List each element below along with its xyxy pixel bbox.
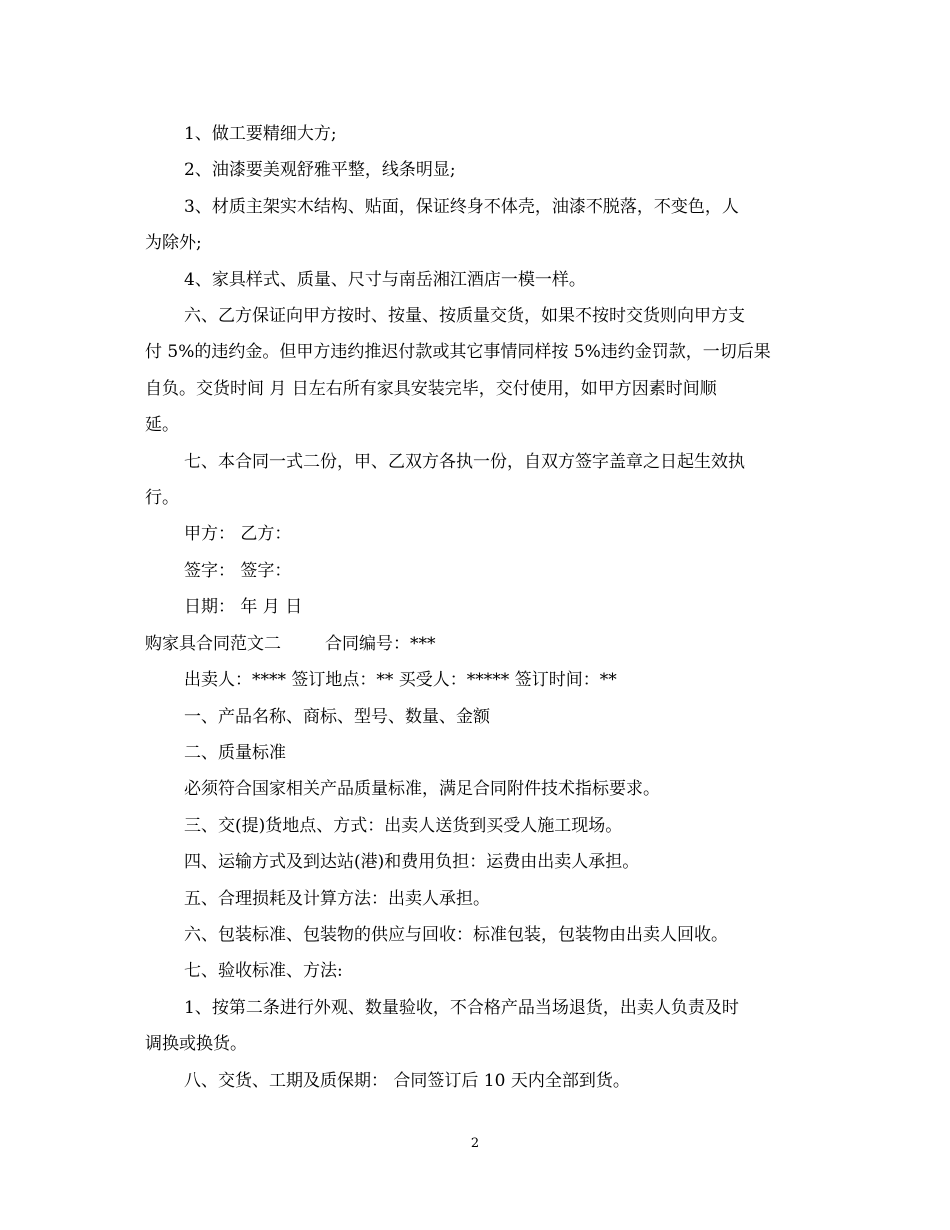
page-number: 2: [470, 1136, 480, 1151]
contract-two-title: 购家具合同范文二: [145, 633, 281, 654]
date-label: 日期： 年 月 日: [184, 597, 303, 618]
contract-number: 合同编号：***: [325, 633, 436, 654]
section-packaging: 六、包装标准、包装物的供应与回收：标准包装，包装物由出卖人回收。: [184, 924, 728, 945]
document-body: [0, 116, 950, 1099]
signature-labels: 签字： 签字：: [184, 560, 292, 581]
clause-workmanship: 1、做工要精细大方;: [184, 124, 337, 144]
section-quality: 二、质量标准: [184, 742, 286, 763]
clause-paint: 2、油漆要美观舒雅平整，线条明显;: [184, 160, 456, 181]
clause-six-line4: 延。: [145, 415, 179, 436]
party-labels: 甲方： 乙方：: [184, 524, 292, 545]
section-transport: 四、运输方式及到达站(港)和费用负担：运费由出卖人承担。: [184, 852, 640, 873]
clause-material-line2: 为除外;: [145, 233, 202, 254]
acceptance-item1-line1: 1、按第二条进行外观、数量验收，不合格产品当场退货，出卖人负责及时: [184, 997, 739, 1018]
section-loss: 五、合理损耗及计算方法：出卖人承担。: [184, 888, 490, 909]
acceptance-item1-line2: 调换或换货。: [145, 1034, 247, 1055]
clause-material-line1: 3、材质主架实木结构、贴面，保证终身不体壳，油漆不脱落，不变色，人: [184, 196, 739, 217]
quality-text: 必须符合国家相关产品质量标准，满足合同附件技术指标要求。: [184, 779, 660, 800]
clause-six-line2: 付 5%的违约金。但甲方违约推迟付款或其它事情同样按 5%违约金罚款，一切后果: [145, 342, 771, 363]
section-schedule: 八、交货、工期及质保期： 合同签订后 10 天内全部到货。: [184, 1070, 630, 1091]
clause-seven-line2: 行。: [145, 488, 179, 509]
clause-seven-line1: 七、本合同一式二份，甲、乙双方各执一份，自双方签字盖章之日起生效执: [184, 451, 745, 472]
clause-six-line3: 自负。交货时间 月 日左右所有家具安装完毕，交付使用，如甲方因素时间顺: [145, 378, 717, 399]
section-product: 一、产品名称、商标、型号、数量、金额: [184, 706, 490, 727]
section-delivery: 三、交(提)货地点、方式：出卖人送货到买受人施工现场。: [184, 815, 623, 836]
clause-style: 4、家具样式、质量、尺寸与南岳湘江酒店一模一样。: [184, 269, 586, 290]
clause-six-line1: 六、乙方保证向甲方按时、按量、按质量交货，如果不按时交货则向甲方支: [184, 306, 745, 327]
parties-line: 出卖人：**** 签订地点：** 买受人：***** 签订时间：**: [184, 670, 617, 691]
contract-two-header: [0, 626, 950, 662]
section-acceptance: 七、验收标准、方法:: [184, 961, 343, 982]
